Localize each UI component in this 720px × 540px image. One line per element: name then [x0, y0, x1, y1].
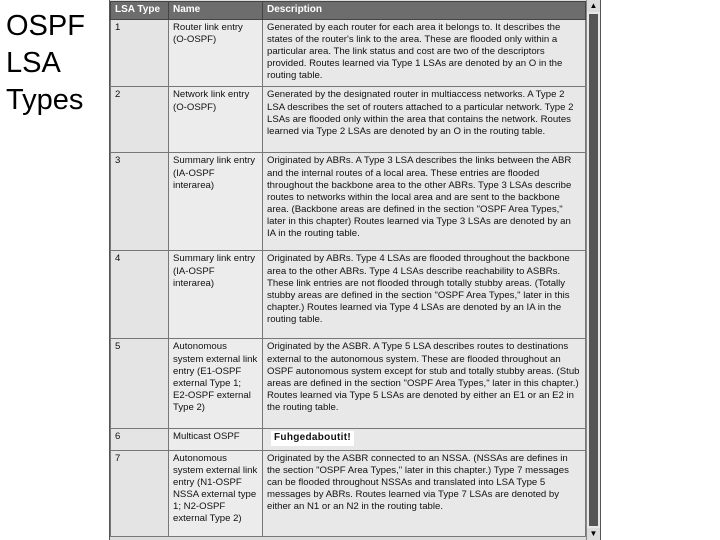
slide-title-line-3: Types — [6, 84, 84, 116]
cell-lsa-type: 2 — [111, 87, 169, 153]
cell-name: Multicast OSPF — [169, 429, 263, 450]
table-row — [111, 87, 586, 153]
table-row — [111, 251, 586, 339]
stamp-label: Fuhgedaboutit! — [271, 431, 354, 445]
cell-lsa-type: 1 — [111, 20, 169, 87]
column-header-name: Name — [169, 2, 263, 20]
cell-description: Originated by the ASBR connected to an NSSA. (NSSAs are defines in the section "OSPF Area Types," later in this chapter.) Type 7 messages can be flooded throughout NSSAs and translated into LSA Type 5 messages by ABRs. Routes learned via Type 7 LSAs are denoted by either an N1 or an N2 in the routing table. — [263, 450, 586, 536]
cell-description-stamp — [263, 429, 586, 450]
cell-description: Originated by ABRs. Type 4 LSAs are flooded throughout the backbone area to the other ABRs. Type 4 LSAs describe reachability to ASBRs. These link entries are not flooded through totally stubby areas. (Totally stubby areas are defined in the section "OSPF Area Types," later in this chapter.) Routes learned via Type 4 LSAs are denoted by an IA in the routing table. — [263, 251, 586, 339]
cell-name: Summary link entry (IA-OSPF interarea) — [169, 251, 263, 339]
cell-name: Autonomous system external link entry (N1-OSPF NSSA external type 1; N2-OSPF external Type 2) — [169, 450, 263, 536]
slide-title-line-2: LSA — [6, 47, 61, 79]
lsa-table-panel — [109, 0, 601, 540]
slide-title — [6, 8, 106, 119]
cell-name: Router link entry (O-OSPF) — [169, 20, 263, 87]
cell-lsa-type: 4 — [111, 251, 169, 339]
cell-description: Originated by ABRs. A Type 3 LSA describes the links between the ABR and the internal routes of a local area. These entries are flooded throughout the backbone area to the other ABRs. Type 3 LSAs describe routes to networks within the local area and are sent to the backbone area. (Backbone areas are defined in the section "OSPF Area Types," later in this chapter) Routes learned via Type 3 LSAs are denoted by an IA in the routing table. — [263, 153, 586, 251]
cell-lsa-type: 7 — [111, 450, 169, 536]
scroll-up-icon[interactable]: ▲ — [587, 0, 600, 12]
cell-lsa-type: 5 — [111, 339, 169, 429]
cell-description: Originated by the ASBR. A Type 5 LSA describes routes to destinations external to the autonomous system. These are flooded throughout an OSPF autonomous system except for stub and totally stubby areas. (Stub areas are defined in the section "OSPF Area Types," later in this chapter.) Routes learned via Type 5 LSAs are denoted by either an E1 or an E2 in the routing table. — [263, 339, 586, 429]
table-row — [111, 153, 586, 251]
vertical-scrollbar[interactable] — [586, 0, 600, 540]
slide-title-line-1: OSPF — [6, 10, 85, 42]
cell-name: Summary link entry (IA-OSPF interarea) — [169, 153, 263, 251]
table-row — [111, 450, 586, 536]
cell-description: Generated by the designated router in multiaccess networks. A Type 2 LSA describes the set of routers attached to a particular network. Type 2 LSAs are flooded only within the area that contains the network. Routes learned via Type 2 LSAs are denoted by an O in the routing table. — [263, 87, 586, 153]
table-header-row — [111, 2, 586, 20]
scroll-down-icon[interactable]: ▼ — [587, 528, 600, 540]
table-row — [111, 20, 586, 87]
column-header-lsa-type: LSA Type — [111, 2, 169, 20]
cell-description: Generated by each router for each area it belongs to. It describes the states of the router's link to the area. These are flooded only within a particular area. The link status and cost are two of the descriptors provided. Routes learned via Type 1 LSAs are denoted by an O in the routing table. — [263, 20, 586, 87]
cell-name: Network link entry (O-OSPF) — [169, 87, 263, 153]
cell-name: Autonomous system external link entry (E1-OSPF external Type 1; E2-OSPF external Type 2) — [169, 339, 263, 429]
scrollbar-thumb[interactable] — [589, 14, 598, 526]
table-row — [111, 429, 586, 450]
lsa-types-table — [110, 1, 586, 537]
cell-lsa-type: 6 — [111, 429, 169, 450]
cell-lsa-type: 3 — [111, 153, 169, 251]
table-row — [111, 339, 586, 429]
column-header-description: Description — [263, 2, 586, 20]
